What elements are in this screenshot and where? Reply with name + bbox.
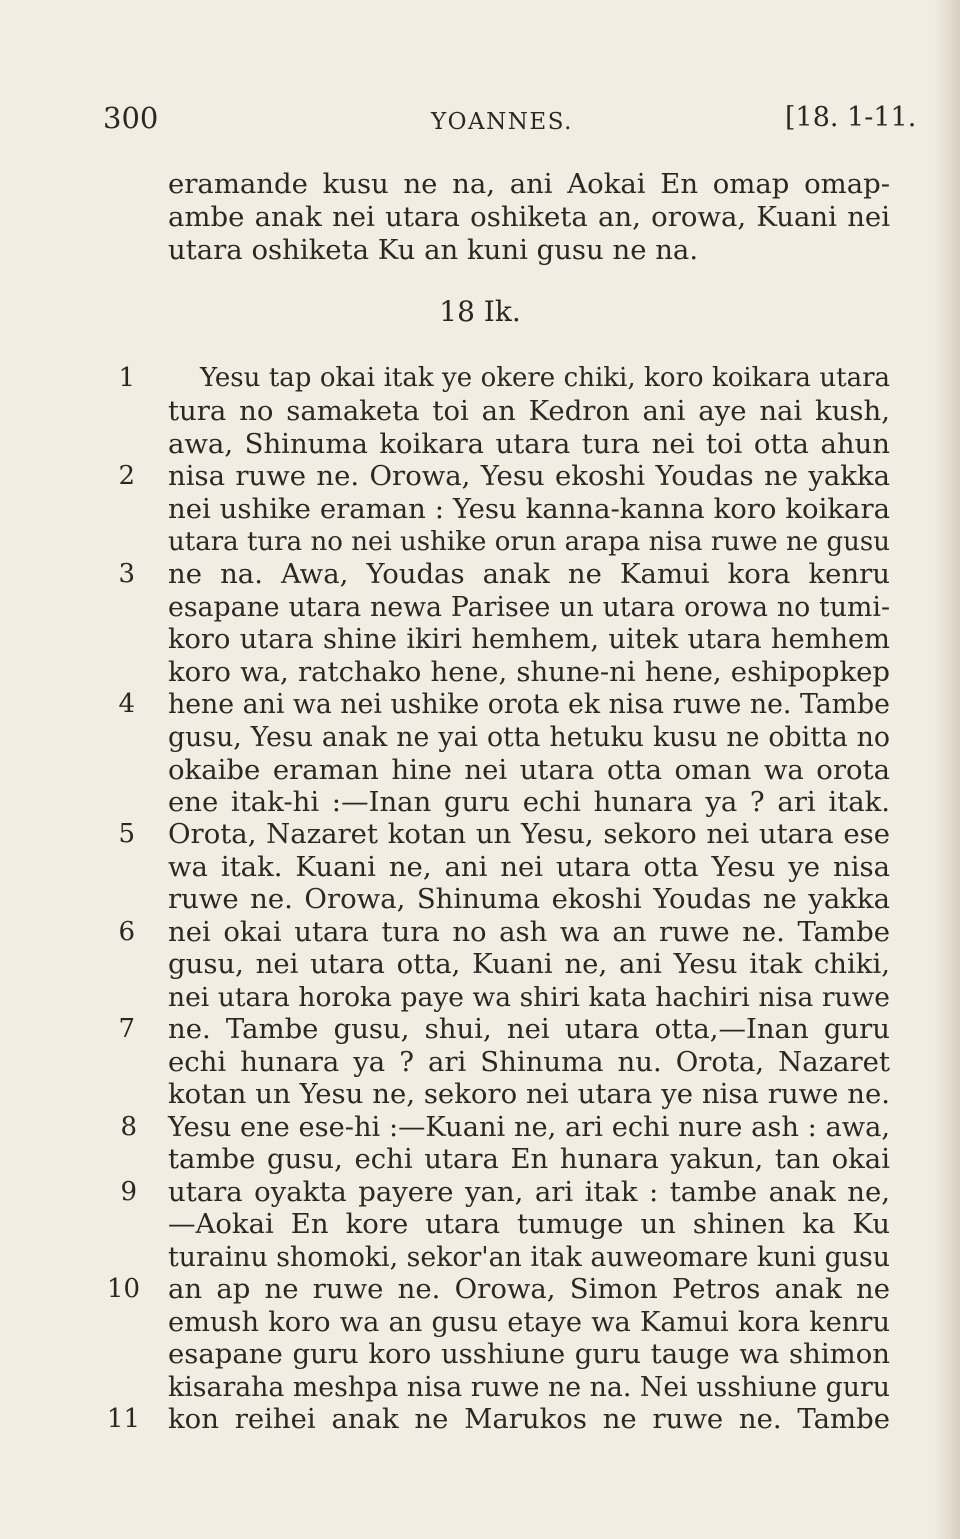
text-line: okaibe eraman hine nei utara otta oman wa orota (168, 754, 890, 786)
continuation-line: utara oshiketa Ku an kuni gusu ne na. (168, 234, 699, 266)
text-line: wa itak. Kuani ne, ani nei utara otta Yesu ye nisa (168, 851, 890, 883)
text-line: Yesu tap okai itak ye okere chiki, koro koikara utara (200, 363, 890, 393)
verse-number: 9 (120, 1177, 137, 1207)
running-title: YOANNES. (431, 109, 573, 135)
text-line: esapane utara newa Parisee un utara orowa no tumi- (168, 592, 890, 623)
verse-number: 1 (118, 363, 135, 393)
text-line: awa, Shinuma koikara utara tura nei toi otta ahun (168, 428, 890, 460)
text-line: kotan un Yesu ne, sekoro nei utara ye nisa ruwe ne. (168, 1078, 890, 1110)
text-line: —Aokai En kore utara tumuge un shinen ka Ku (168, 1208, 890, 1240)
page-number: 300 (103, 101, 159, 135)
text-line: gusu, nei utara otta, Kuani ne, ani Yesu itak chiki, (168, 948, 890, 980)
verse-number: 6 (118, 917, 135, 947)
text-line: an ap ne ruwe ne. Orowa, Simon Petros anak ne (168, 1273, 890, 1305)
text-line: tura no samaketa toi an Kedron ani aye nai kush, (168, 395, 890, 427)
text-line: nei okai utara tura no ash wa an ruwe ne. Tambe (168, 916, 890, 948)
verse-number: 3 (118, 559, 135, 589)
text-line: ne. Tambe gusu, shui, nei utara otta,—Inan guru (168, 1013, 890, 1045)
verse-number: 5 (118, 819, 135, 849)
continuation-line: ambe anak nei utara oshiketa an, orowa, Kuani nei (168, 201, 890, 233)
chapter-heading: 18 Ik. (439, 295, 521, 328)
text-line: tambe gusu, echi utara En hunara yakun, tan okai (168, 1143, 890, 1175)
text-line: kisaraha meshpa nisa ruwe ne na. Nei usshiune guru (168, 1372, 890, 1403)
text-line: kon reihei anak ne Marukos ne ruwe ne. Tambe (168, 1403, 890, 1435)
text-line: esapane guru koro usshiune guru tauge wa shimon (168, 1338, 890, 1370)
text-line: nei ushike eraman : Yesu kanna-kanna koro koikara (168, 493, 890, 525)
text-line: ruwe ne. Orowa, Shinuma ekoshi Youdas ne yakka (168, 883, 890, 915)
chapter-reference: [18. 1-11. (785, 102, 917, 133)
text-line: utara oyakta payere yan, ari itak : tambe anak ne, (168, 1176, 890, 1208)
text-line: koro wa, ratchako hene, shune-ni hene, eshipopkep (168, 656, 890, 688)
verse-number: 4 (118, 689, 135, 719)
text-line: ne na. Awa, Youdas anak ne Kamui kora kenru (168, 558, 890, 590)
text-line: ene itak-hi :—Inan guru echi hunara ya ? ari itak. (168, 786, 890, 818)
text-line: turainu shomoki, sekor'an itak auweomare kuni gusu (168, 1242, 890, 1273)
text-line: echi hunara ya ? ari Shinuma nu. Orota, Nazaret (168, 1046, 890, 1078)
verse-number: 10 (106, 1274, 140, 1304)
text-line: nei utara horoka paye wa shiri kata hachiri nisa ruwe (168, 982, 890, 1013)
verse-number: 11 (106, 1404, 140, 1434)
verse-number: 2 (118, 461, 135, 491)
text-line: Yesu ene ese-hi :—Kuani ne, ari echi nure ash : awa, (168, 1112, 890, 1143)
page-edge-shadow (934, 0, 960, 1539)
text-line: gusu, Yesu anak ne yai otta hetuku kusu ne obitta no (168, 722, 890, 753)
text-line: emush koro wa an gusu etaye wa Kamui kora kenru (168, 1307, 890, 1338)
text-line: hene ani wa nei ushike orota ek nisa ruwe ne. Tambe (168, 689, 890, 720)
verse-number: 7 (118, 1014, 135, 1044)
text-line: koro utara shine ikiri hemhem, uitek utara hemhem (168, 624, 890, 655)
verse-number: 8 (120, 1112, 137, 1142)
text-line: utara tura no nei ushike orun arapa nisa ruwe ne gusu (168, 527, 890, 557)
text-line: nisa ruwe ne. Orowa, Yesu ekoshi Youdas ne yakka (168, 460, 890, 492)
running-head (0, 100, 960, 140)
text-line: Orota, Nazaret kotan un Yesu, sekoro nei utara ese (168, 818, 890, 850)
continuation-line: eramande kusu ne na, ani Aokai En omap omap- (168, 168, 890, 200)
